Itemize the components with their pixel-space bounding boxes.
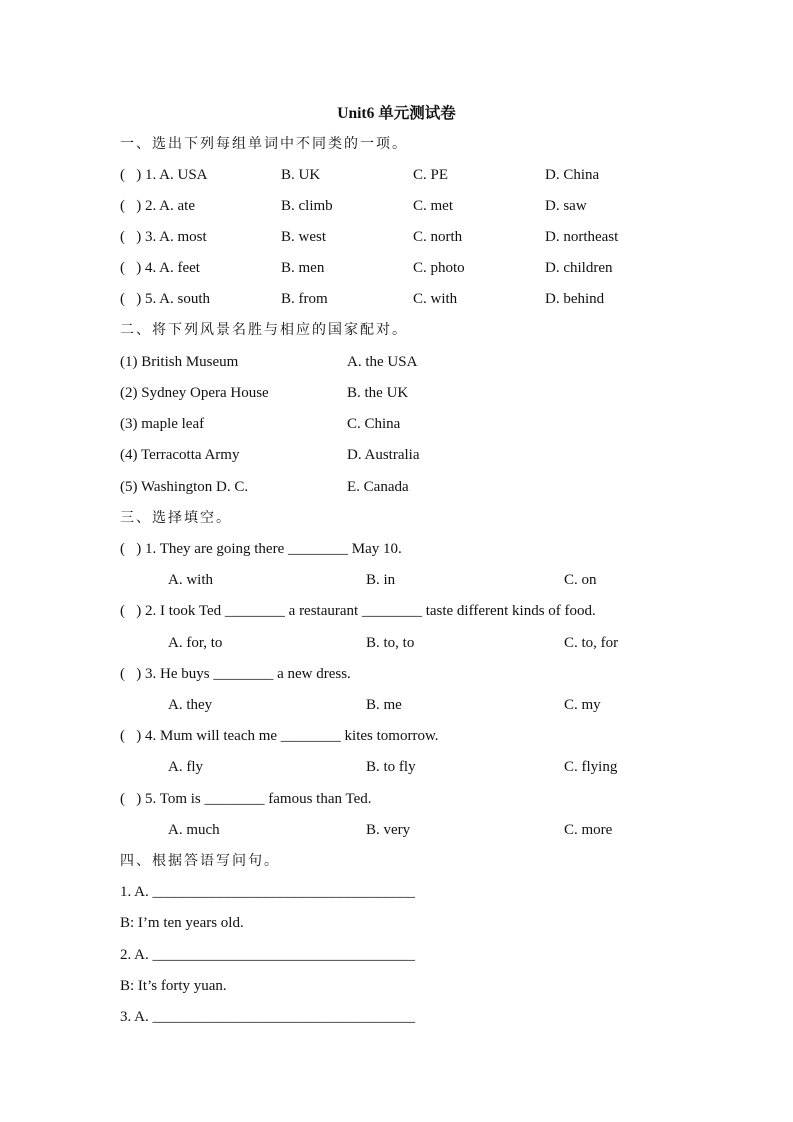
part3-q4-option-c: C. flying — [564, 759, 618, 775]
part1-row-5-a: ( ) 5. A. south — [120, 291, 210, 307]
part2-left-4: (4) Terracotta Army — [120, 447, 240, 463]
part1-row-5 — [120, 289, 210, 309]
part3-question-2: ( ) 2. I took Ted ________ a restaurant ________ taste different kinds of food. — [120, 603, 596, 619]
part4-line-4: B: It’s forty yuan. — [120, 978, 227, 994]
part1-row-1-c: C. PE — [413, 167, 449, 183]
part3-q4-option-b: B. to fly — [366, 759, 416, 775]
part1-row-5-c: C. with — [413, 291, 458, 307]
part3-q3-option-a: A. they — [168, 697, 213, 713]
part2-left-5: (5) Washington D. C. — [120, 479, 249, 495]
part1-row-2-b: B. climb — [281, 198, 333, 214]
part3-q5-option-a: A. much — [168, 822, 220, 838]
part1-row-3 — [120, 227, 207, 247]
part1-row-2-a: ( ) 2. A. ate — [120, 198, 195, 214]
part1-row-5-b: B. from — [281, 291, 328, 307]
part2-right-4: D. Australia — [347, 447, 420, 463]
part3-q1-option-a: A. with — [168, 572, 213, 588]
part3-q3-option-b: B. me — [366, 697, 402, 713]
part1-heading: 一、选出下列每组单词中不同类的一项。 — [120, 136, 408, 152]
part4-heading: 四、根据答语写问句。 — [120, 853, 280, 869]
part4-line-5: 3. A. ___________________________________ — [120, 1009, 416, 1025]
part3-q1-option-c: C. on — [564, 572, 597, 588]
part3-question-5: ( ) 5. Tom is ________ famous than Ted. — [120, 791, 372, 807]
part1-row-3-d: D. northeast — [545, 229, 619, 245]
part2-left-2: (2) Sydney Opera House — [120, 385, 269, 401]
part1-row-4-a: ( ) 4. A. feet — [120, 260, 200, 276]
part3-q2-option-b: B. to, to — [366, 635, 415, 651]
part2-left-3: (3) maple leaf — [120, 416, 205, 432]
part1-row-3-b: B. west — [281, 229, 326, 245]
part1-row-4-b: B. men — [281, 260, 325, 276]
part1-row-3-c: C. north — [413, 229, 463, 245]
part4-line-1: 1. A. ___________________________________ — [120, 884, 416, 900]
part3-question-3: ( ) 3. He buys ________ a new dress. — [120, 666, 351, 682]
part4-line-2: B: I’m ten years old. — [120, 915, 244, 931]
part3-heading: 三、选择填空。 — [120, 510, 232, 526]
part2-left-1: (1) British Museum — [120, 354, 239, 370]
part3-q5-option-c: C. more — [564, 822, 613, 838]
page-title: Unit6 单元测试卷 — [337, 105, 456, 122]
part2-right-1: A. the USA — [347, 354, 418, 370]
part1-row-1-d: D. China — [545, 167, 600, 183]
part2-heading: 二、将下列风景名胜与相应的国家配对。 — [120, 322, 408, 338]
part1-row-4-c: C. photo — [413, 260, 465, 276]
part2-right-3: C. China — [347, 416, 401, 432]
part3-q5-option-b: B. very — [366, 822, 411, 838]
part3-q1-option-b: B. in — [366, 572, 396, 588]
part1-row-1-b: B. UK — [281, 167, 321, 183]
part2-right-5: E. Canada — [347, 479, 409, 495]
part1-row-1 — [120, 165, 208, 185]
part1-row-3-a: ( ) 3. A. most — [120, 229, 207, 245]
part1-row-1-a: ( ) 1. A. USA — [120, 167, 208, 183]
part3-q2-option-a: A. for, to — [168, 635, 223, 651]
part1-row-2-d: D. saw — [545, 198, 587, 214]
part1-row-2 — [120, 196, 195, 216]
part1-row-5-d: D. behind — [545, 291, 605, 307]
part3-question-4: ( ) 4. Mum will teach me ________ kites tomorrow. — [120, 728, 439, 744]
part3-q4-option-a: A. fly — [168, 759, 203, 775]
part1-row-4 — [120, 258, 200, 278]
part2-right-2: B. the UK — [347, 385, 409, 401]
part3-question-1: ( ) 1. They are going there ________ May 10. — [120, 541, 402, 557]
part3-q2-option-c: C. to, for — [564, 635, 619, 651]
part3-q3-option-c: C. my — [564, 697, 601, 713]
part4-line-3: 2. A. ___________________________________ — [120, 947, 416, 963]
part1-row-4-d: D. children — [545, 260, 613, 276]
part1-row-2-c: C. met — [413, 198, 453, 214]
